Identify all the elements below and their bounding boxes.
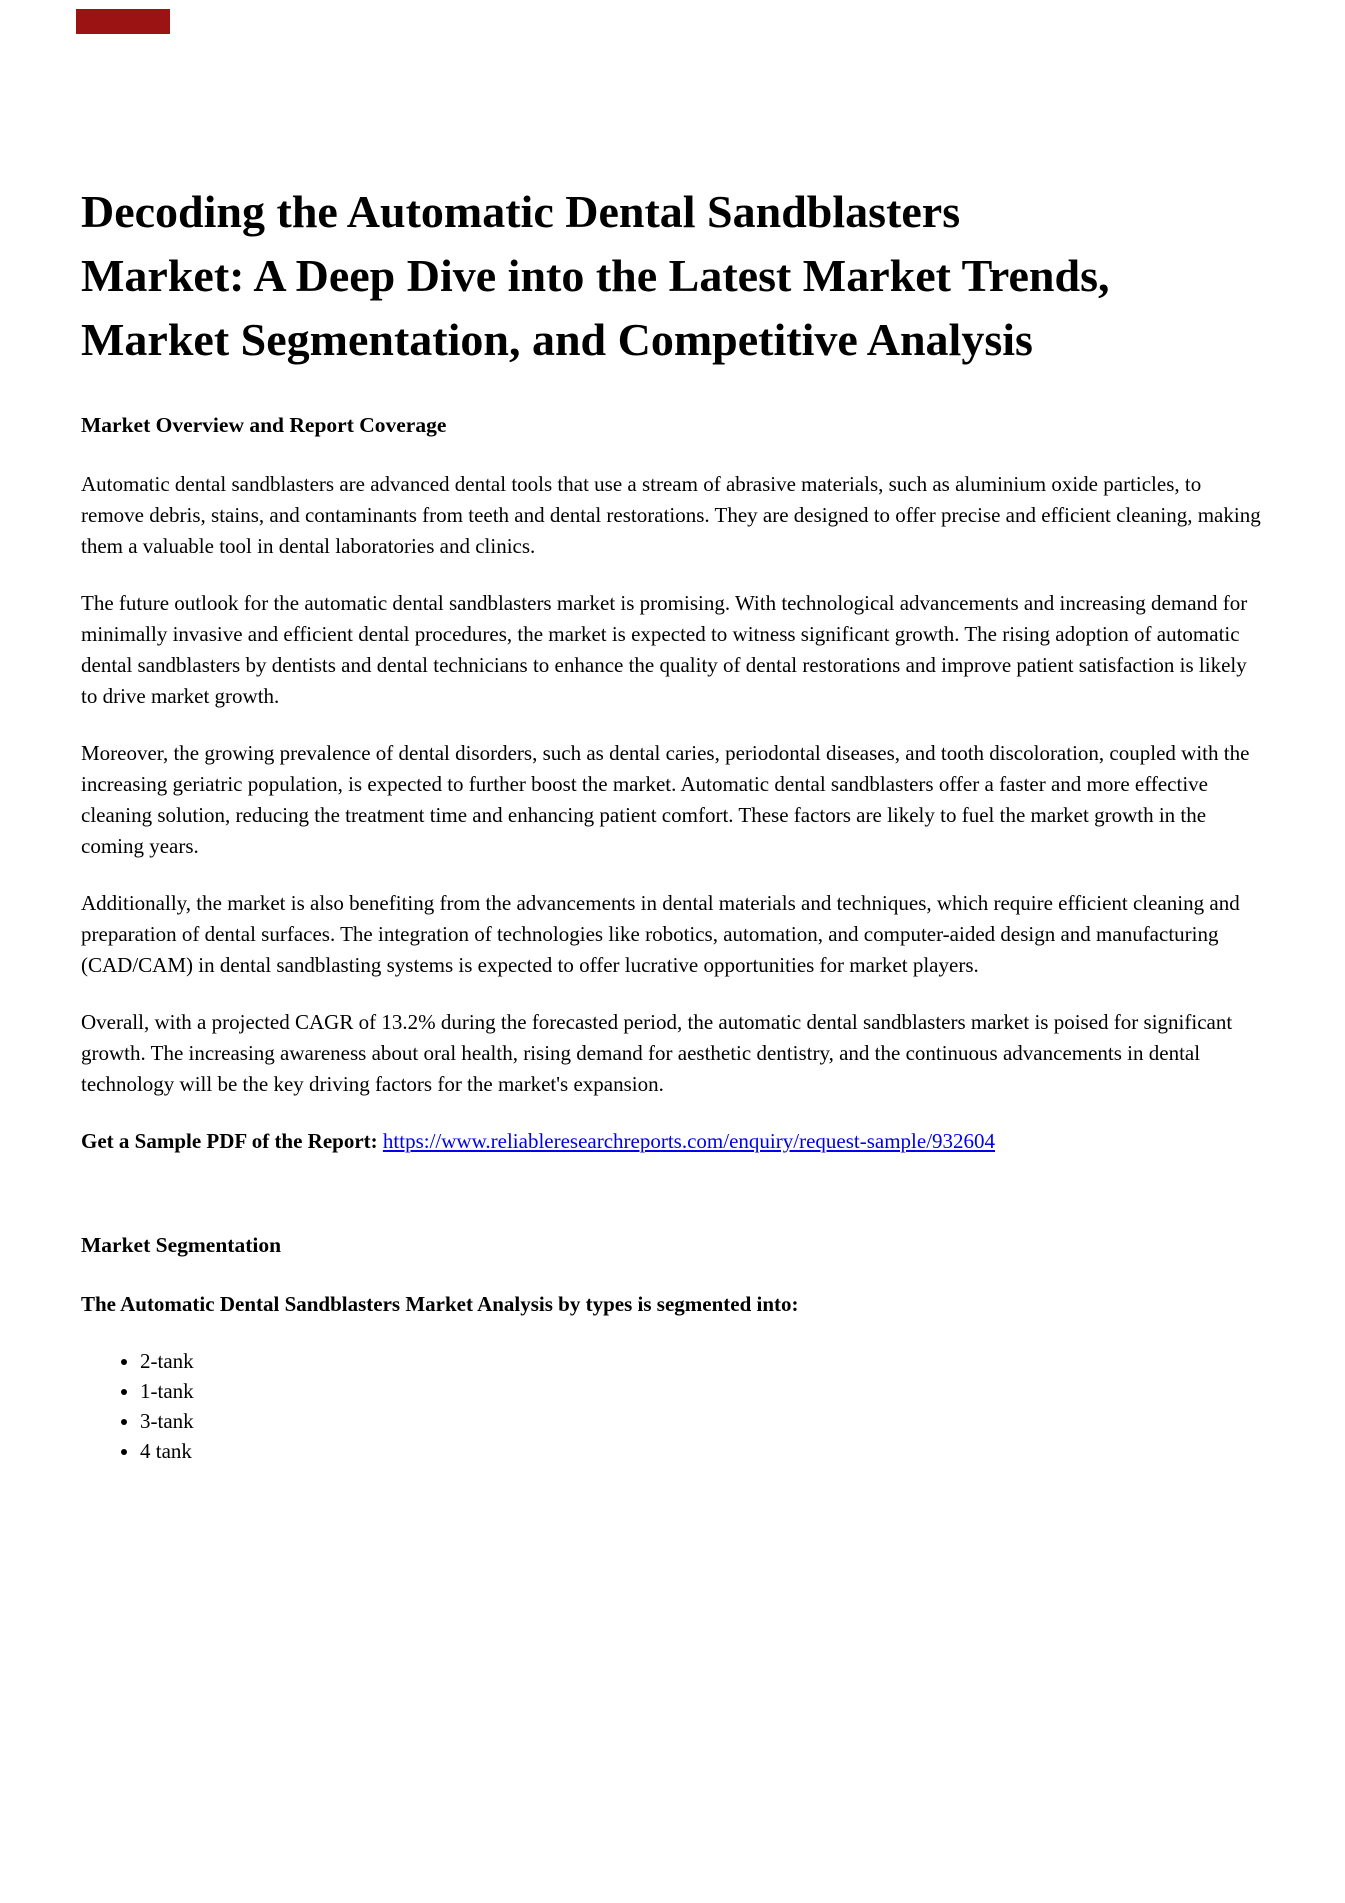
- paragraph-overview-1: Automatic dental sandblasters are advanced dental tools that use a stream of abrasive materials, such as aluminium oxide particles, to remove debris, stains, and contaminants from teeth and dental restorations. They are designed to offer precise and efficient cleaning, making them a valuable tool in dental laboratories and clinics.: [81, 472, 1261, 558]
- sample-report-link[interactable]: https://www.reliableresearchreports.com/enquiry/request-sample/932604: [382, 1129, 996, 1153]
- list-item: • 3-tank: [140, 1406, 1264, 1436]
- top-accent-bar: [76, 9, 170, 34]
- list-item: • 1-tank: [140, 1376, 1264, 1406]
- sample-report-line: [81, 1126, 1041, 1157]
- list-item: • 4 tank: [140, 1436, 1264, 1466]
- section-gap: [81, 1183, 1264, 1230]
- section-heading-segmentation: Market Segmentation: [81, 1233, 282, 1257]
- sample-report-label: Get a Sample PDF of the Report:: [81, 1129, 378, 1153]
- section-heading-overview: Market Overview and Report Coverage: [81, 413, 447, 437]
- list-item: • 2-tank: [140, 1346, 1264, 1376]
- paragraph-overview-4: Additionally, the market is also benefiting from the advancements in dental materials and techniques, which require efficient cleaning and preparation of dental surfaces. The integration of technologies like robotics, automation, and computer-aided design and manufacturing (CAD/CAM) in dental sandblasting systems is expected to offer lucrative opportunities for market players.: [81, 891, 1240, 977]
- page-title: Decoding the Automatic Dental Sandblasters Market: A Deep Dive into the Latest Market Trends, Market Segmentation, and Competitive Analysis: [81, 186, 1110, 365]
- segmentation-intro: The Automatic Dental Sandblasters Market Analysis by types is segmented into:: [81, 1292, 799, 1316]
- paragraph-overview-5: Overall, with a projected CAGR of 13.2% during the forecasted period, the automatic dental sandblasters market is poised for significant growth. The increasing awareness about oral health, rising demand for aesthetic dentistry, and the continuous advancements in dental technology will be the key driving factors for the market's expansion.: [81, 1010, 1233, 1096]
- type-segment-list: [81, 1346, 1264, 1466]
- paragraph-overview-2: The future outlook for the automatic dental sandblasters market is promising. With technological advancements and increasing demand for minimally invasive and efficient dental procedures, the market is expected to witness significant growth. The rising adoption of automatic dental sandblasters by dentists and dental technicians to enhance the quality of dental restorations and improve patient satisfaction is likely to drive market growth.: [81, 591, 1248, 708]
- paragraph-overview-3: Moreover, the growing prevalence of dental disorders, such as dental caries, periodontal diseases, and tooth discoloration, coupled with the increasing geriatric population, is expected to further boost the market. Automatic dental sandblasters offer a faster and more effective cleaning solution, reducing the treatment time and enhancing patient comfort. These factors are likely to fuel the market growth in the coming years.: [81, 741, 1250, 858]
